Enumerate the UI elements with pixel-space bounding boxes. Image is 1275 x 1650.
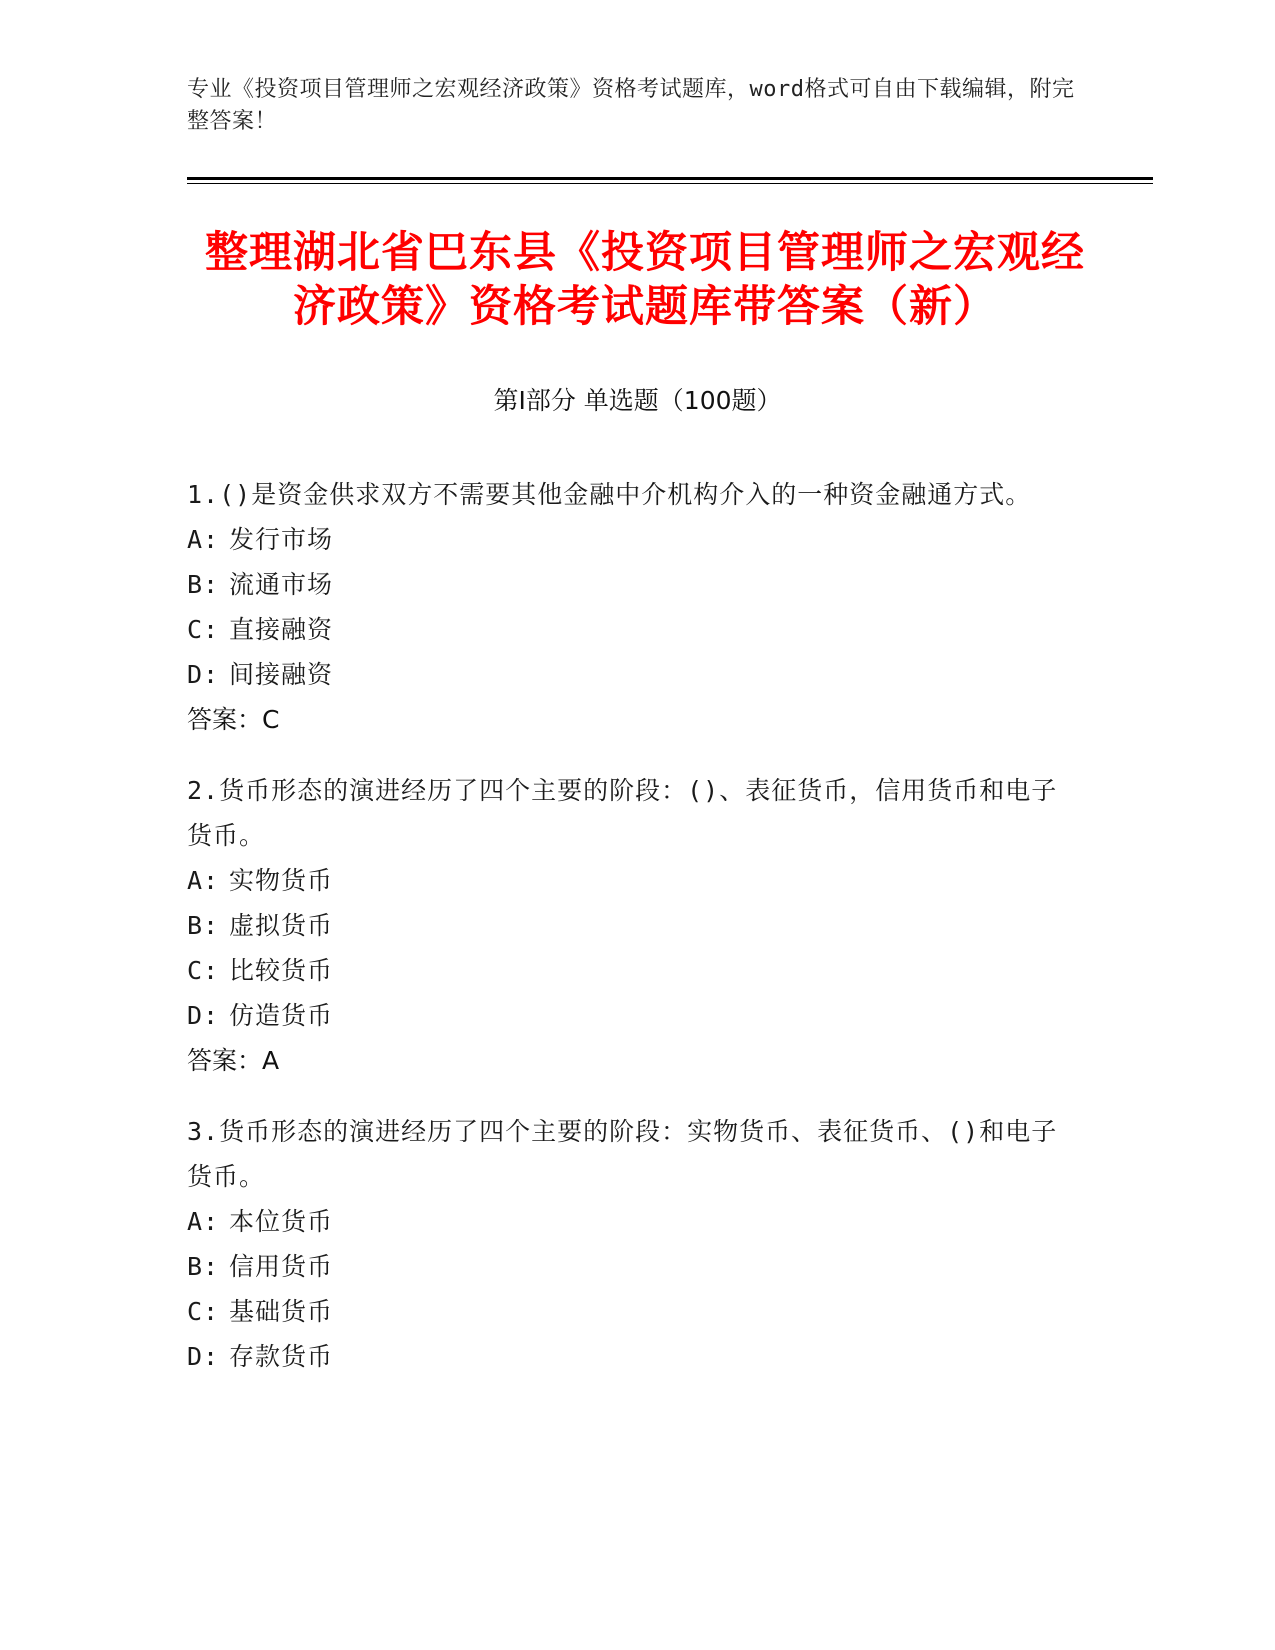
option-text: 基础货币: [229, 1297, 334, 1326]
option-b: [187, 1244, 1067, 1289]
question-list: [187, 472, 1067, 1405]
option-b: [187, 903, 1067, 948]
option-text: 虚拟货币: [229, 911, 334, 940]
option-a: [187, 858, 1067, 903]
option-d: [187, 993, 1067, 1038]
option-a: [187, 517, 1067, 562]
option-letter: B:: [187, 911, 220, 940]
option-text: 比较货币: [229, 956, 334, 985]
question-2: [187, 768, 1067, 1083]
option-text: 实物货币: [229, 866, 334, 895]
option-c: [187, 948, 1067, 993]
option-letter: A:: [187, 866, 220, 895]
option-c: [187, 1289, 1067, 1334]
option-text: 发行市场: [229, 525, 334, 554]
option-letter: A:: [187, 1207, 220, 1236]
option-text: 本位货币: [229, 1207, 334, 1236]
option-letter: C:: [187, 1297, 220, 1326]
option-letter: C:: [187, 956, 220, 985]
option-text: 直接融资: [229, 615, 334, 644]
header-note: 专业《投资项目管理师之宏观经济政策》资格考试题库，word格式可自由下载编辑，附完整答案！: [187, 77, 1075, 134]
option-letter: C:: [187, 615, 220, 644]
option-text: 信用货币: [229, 1252, 334, 1281]
header-rule-thin: [187, 183, 1153, 184]
section-heading: 第Ⅰ部分 单选题（100题）: [493, 386, 782, 415]
option-text: 流通市场: [229, 570, 334, 599]
option-letter: D:: [187, 660, 220, 689]
question-3: [187, 1109, 1067, 1379]
question-1: [187, 472, 1067, 742]
question-stem: 2.货币形态的演进经历了四个主要的阶段：()、表征货币，信用货币和电子货币。: [187, 776, 1058, 850]
option-letter: B:: [187, 1252, 220, 1281]
option-letter: D:: [187, 1001, 220, 1030]
option-d: [187, 652, 1067, 697]
option-c: [187, 607, 1067, 652]
option-letter: D:: [187, 1342, 220, 1371]
option-letter: B:: [187, 570, 220, 599]
option-b: [187, 562, 1067, 607]
question-stem: 1.()是资金供求双方不需要其他金融中介机构介入的一种资金融通方式。: [187, 480, 1032, 509]
option-d: [187, 1334, 1067, 1379]
option-letter: A:: [187, 525, 220, 554]
option-text: 仿造货币: [229, 1001, 334, 1030]
header-rule-thick: [187, 177, 1153, 180]
document-title: 整理湖北省巴东县《投资项目管理师之宏观经济政策》资格考试题库带答案（新）: [205, 228, 1085, 332]
option-text: 间接融资: [229, 660, 334, 689]
answer-line: 答案：A: [187, 1046, 280, 1075]
question-stem: 3.货币形态的演进经历了四个主要的阶段：实物货币、表征货币、()和电子货币。: [187, 1117, 1058, 1191]
answer-line: 答案：C: [187, 705, 280, 734]
option-a: [187, 1199, 1067, 1244]
option-text: 存款货币: [229, 1342, 334, 1371]
